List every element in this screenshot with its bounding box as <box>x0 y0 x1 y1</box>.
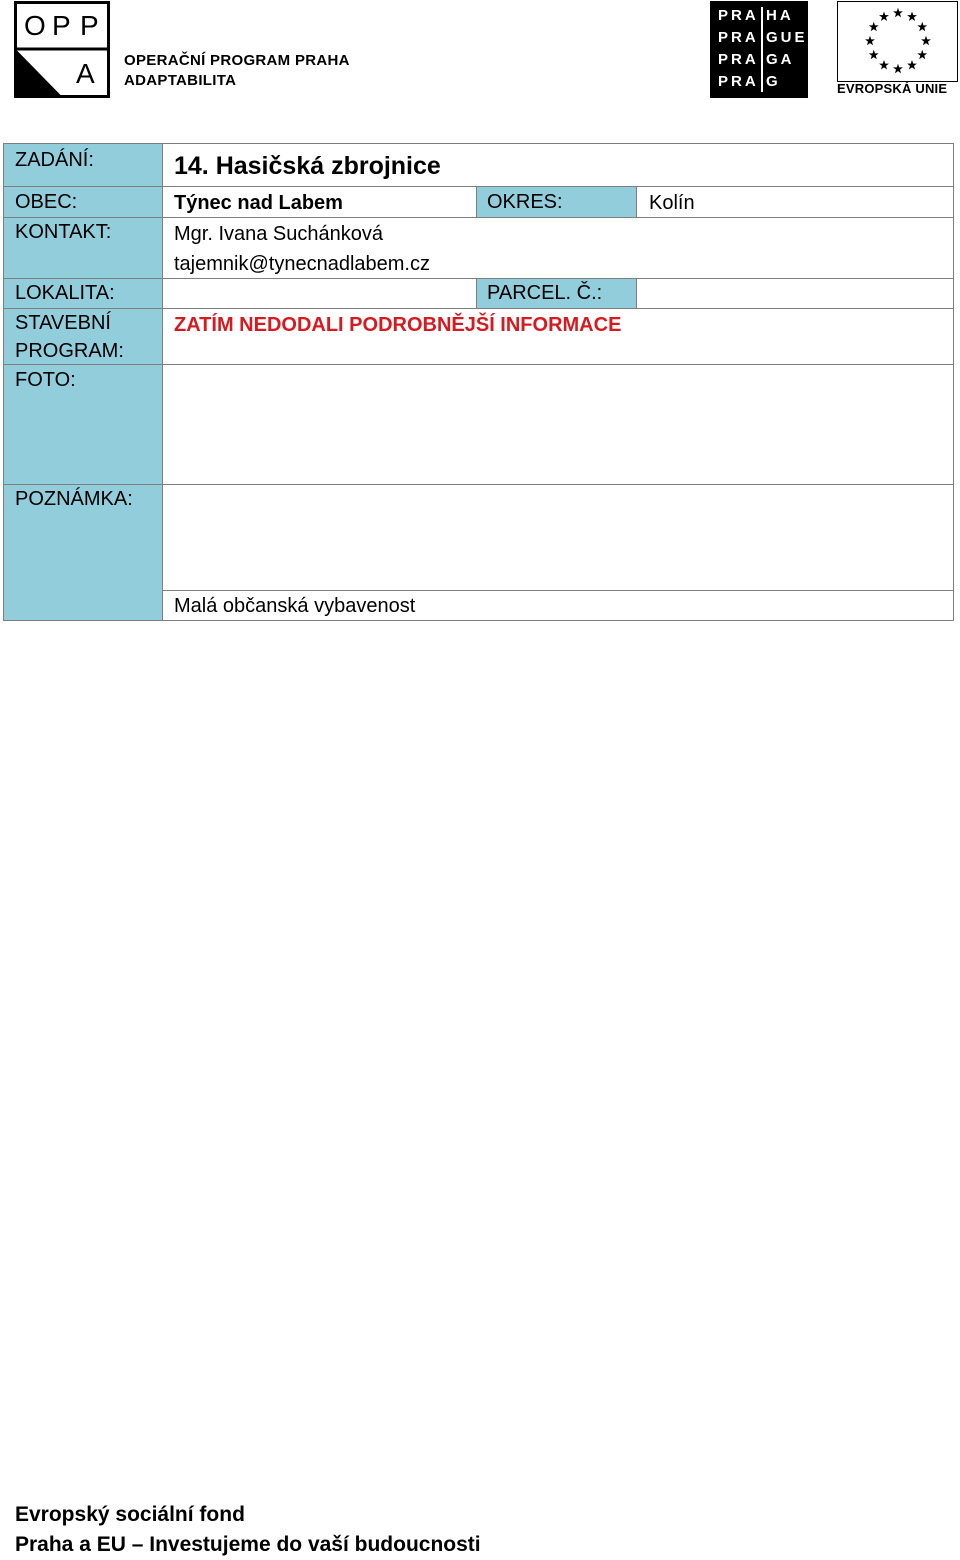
okres-value: Kolín <box>649 192 695 214</box>
program-value: ZATÍM NEDODALI PODROBNĚJŠÍ INFORMACE <box>174 314 622 336</box>
eu-star-icon <box>879 60 889 69</box>
opp-title-line2: ADAPTABILITA <box>124 72 237 89</box>
eu-star-icon <box>917 50 927 59</box>
eu-flag-icon <box>837 1 958 82</box>
lokalita-value-cell <box>162 278 477 309</box>
opp-title-line1: OPERAČNÍ PROGRAM PRAHA <box>124 52 350 69</box>
praha-cell: GUE <box>766 29 808 46</box>
lokalita-label: LOKALITA: <box>15 282 115 304</box>
praha-cell: PRA <box>718 29 759 46</box>
praha-cell: PRA <box>718 7 759 24</box>
opp-letter-o: O <box>24 10 52 41</box>
kontakt-label: KONTAKT: <box>15 221 112 243</box>
opp-letter-p2: P <box>80 10 99 41</box>
program-label-line1: STAVEBNÍ <box>15 312 111 334</box>
kontakt-name: Mgr. Ivana Suchánková <box>174 223 384 245</box>
eu-star-icon <box>869 50 879 59</box>
poznamka-label: POZNÁMKA: <box>15 488 133 510</box>
opp-letter-p1: P <box>52 10 71 41</box>
praha-cell: PRA <box>718 73 759 90</box>
eu-star-icon <box>921 36 931 45</box>
eu-star-icon <box>907 12 917 21</box>
foto-value-cell <box>162 364 954 485</box>
praha-cell: GA <box>766 51 795 68</box>
foto-label: FOTO: <box>15 369 76 391</box>
eu-star-icon <box>869 22 879 31</box>
opp-program-title <box>124 51 350 91</box>
eu-star-icon <box>865 36 875 45</box>
praha-cell: HA <box>766 7 794 24</box>
footer <box>15 1500 481 1560</box>
obec-label: OBEC: <box>15 191 78 213</box>
praha-logo <box>710 1 808 98</box>
praha-cell: PRA <box>718 51 759 68</box>
eu-star-icon <box>893 64 903 73</box>
zadani-value: 14. Hasičská zbrojnice <box>174 152 441 180</box>
eu-star-icon <box>907 60 917 69</box>
program-label-line2: PROGRAM: <box>15 340 124 362</box>
footer-line2: Praha a EU – Investujeme do vaší budoucnosti <box>15 1533 481 1556</box>
eu-label: EVROPSKÁ UNIE <box>837 81 948 96</box>
opp-logo <box>14 1 110 98</box>
eu-star-icon <box>879 12 889 21</box>
poznamka-value-cell <box>162 484 954 591</box>
praha-cell: G <box>766 73 781 90</box>
eu-logo <box>837 1 958 98</box>
obec-value: Týnec nad Labem <box>174 192 343 214</box>
okres-label: OKRES: <box>487 191 563 213</box>
assignment-form <box>3 143 954 621</box>
footer-line1: Evropský sociální fond <box>15 1503 245 1526</box>
praha-logo-divider <box>761 7 763 92</box>
poznamka-value: Malá občanská vybavenost <box>174 595 416 617</box>
kontakt-email: tajemnik@tynecnadlabem.cz <box>174 253 430 275</box>
opp-letter-a: A <box>76 58 95 89</box>
parcel-label: PARCEL. Č.: <box>487 282 603 304</box>
eu-star-icon <box>893 8 903 17</box>
eu-star-icon <box>917 22 927 31</box>
zadani-label: ZADÁNÍ: <box>15 149 94 171</box>
parcel-value-cell <box>636 278 954 309</box>
